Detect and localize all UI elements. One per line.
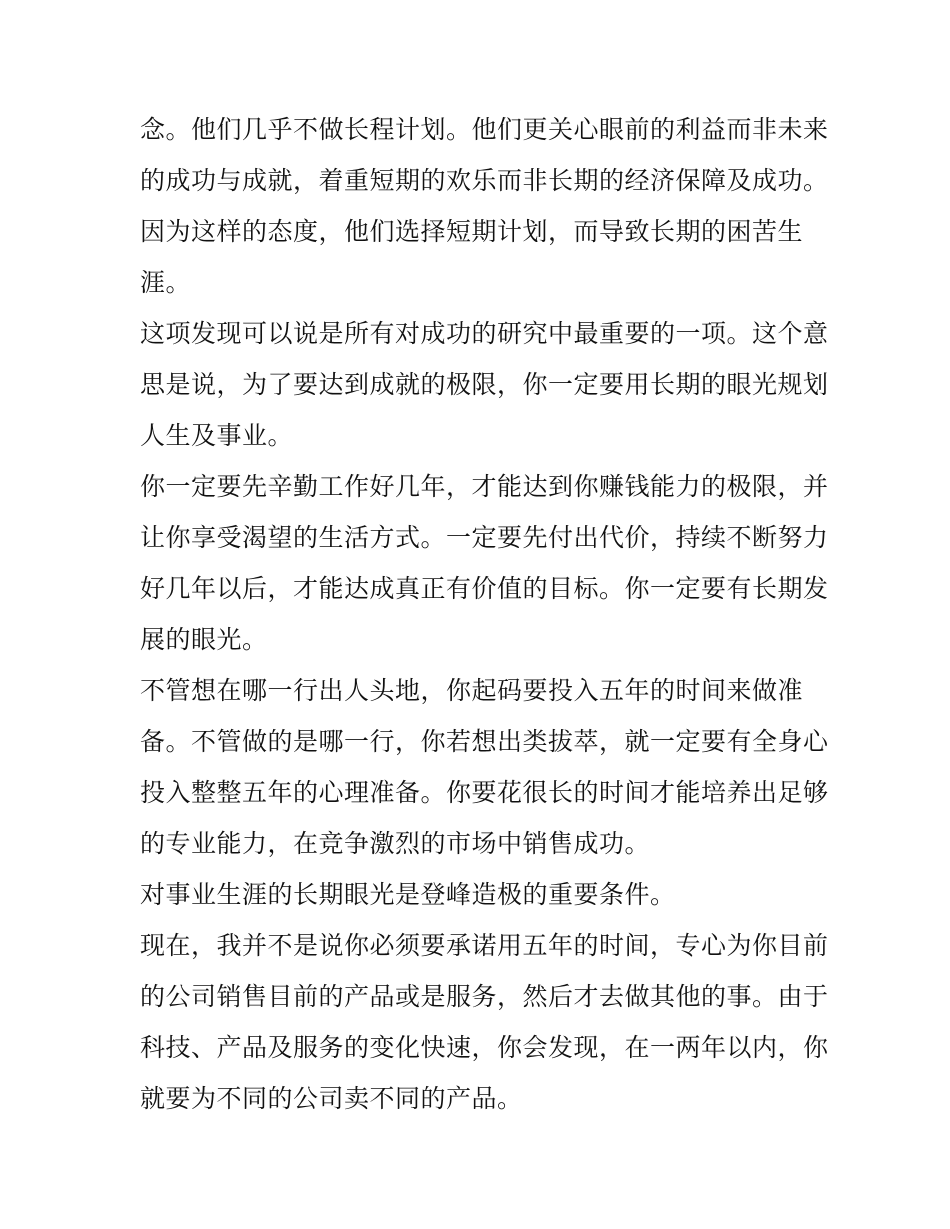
text-line: 你一定要先辛勤工作好几年，才能达到你赚钱能力的极限，并 xyxy=(140,472,829,501)
text-line: 让你享受渴望的生活方式。一定要先付出代价，持续不断努力 xyxy=(140,523,829,552)
text-line: 对事业生涯的长期眼光是登峰造极的重要条件。 xyxy=(140,880,676,909)
text-line: 这项发现可以说是所有对成功的研究中最重要的一项。这个意 xyxy=(140,319,829,348)
text-line: 好几年以后，才能达成真正有价值的目标。你一定要有长期发 xyxy=(140,574,829,603)
text-line: 思是说，为了要达到成就的极限，你一定要用长期的眼光规划 xyxy=(140,370,829,399)
text-line: 就要为不同的公司卖不同的产品。 xyxy=(140,1084,523,1113)
document-body xyxy=(140,104,829,1124)
text-line: 备。不管做的是哪一行，你若想出类拔萃，就一定要有全身心 xyxy=(140,727,829,756)
text-line: 人生及事业。 xyxy=(140,421,294,450)
text-line: 的成功与成就，着重短期的欢乐而非长期的经济保障及成功。 xyxy=(140,166,829,195)
text-line: 涯。 xyxy=(140,268,192,297)
text-line: 现在，我并不是说你必须要承诺用五年的时间，专心为你目前 xyxy=(140,931,829,960)
text-line: 念。他们几乎不做长程计划。他们更关心眼前的利益而非未来 xyxy=(140,115,829,144)
text-line: 展的眼光。 xyxy=(140,625,268,654)
text-line: 不管想在哪一行出人头地，你起码要投入五年的时间来做准 xyxy=(140,676,804,705)
text-line: 因为这样的态度，他们选择短期计划，而导致长期的困苦生 xyxy=(140,217,804,246)
text-line: 的公司销售目前的产品或是服务，然后才去做其他的事。由于 xyxy=(140,982,829,1011)
text-line: 科技、产品及服务的变化快速，你会发现，在一两年以内，你 xyxy=(140,1033,829,1062)
text-line: 投入整整五年的心理准备。你要花很长的时间才能培养出足够 xyxy=(140,778,829,807)
text-line: 的专业能力，在竞争激烈的市场中销售成功。 xyxy=(140,829,651,858)
